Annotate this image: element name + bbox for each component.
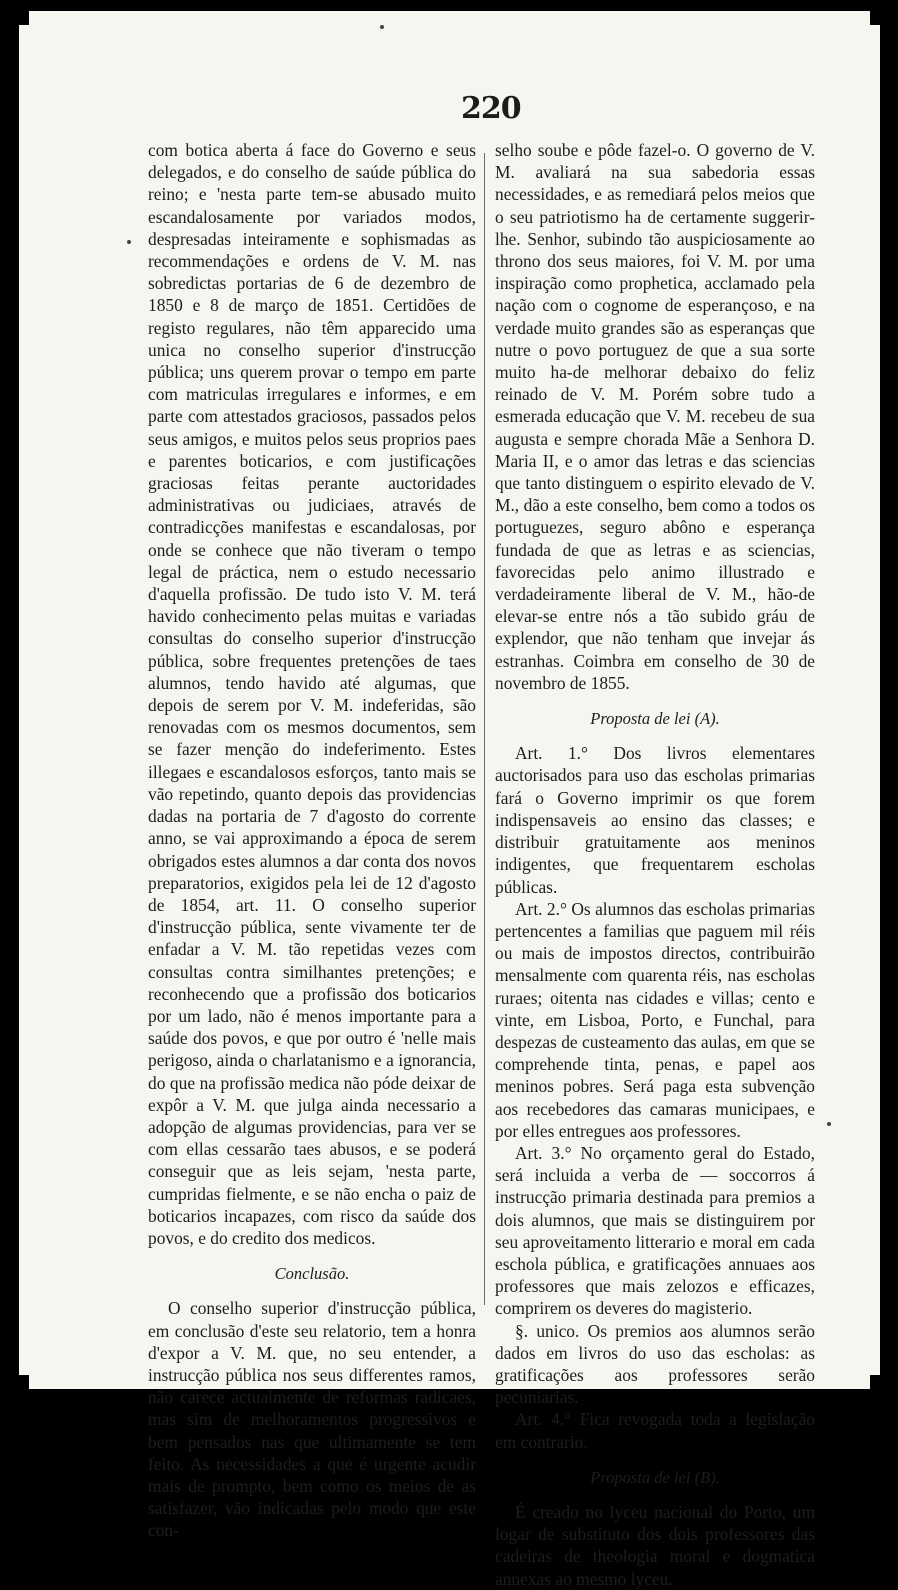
page-corner-top-left (19, 11, 29, 25)
article-3: Art. 3.° No orçamento geral do Estado, será incluida a verba de — soccorros á instrucção primaria destinada para premios a dois alumnos, que mais se distinguirem por seu aproveitamento litterario e moral em cada eschola pública, e gratificações annuaes aos professores que mais zelozos e efficazes, comprirem os deveres do magisterio. (495, 1142, 815, 1319)
scanned-page (19, 11, 880, 1589)
article-2: Art. 2.° Os alumnos das escholas primarias pertencentes a familias que paguem mil réis ou mais de impostos directos, contribuirão mensalmente com quarenta réis, nas escholas ruraes; oitenta nas cidades e villas; cento e vinte, em Lisboa, Porto, e Funchal, para despezas de custeamento das aulas, em que se comprehende tinta, penas, e papel aos meninos pobres. Será paga esta subvenção aos recebedores das camaras municipaes, e por elles entregues aos professores. (495, 898, 815, 1141)
page-corner-bottom-left (19, 1375, 29, 1389)
print-speck (827, 1122, 831, 1126)
print-speck (380, 25, 384, 29)
page-number: 220 (461, 91, 521, 126)
page-corner-bottom-right (870, 1375, 880, 1389)
column-divider (484, 153, 485, 1305)
article-4: Art. 4.° Fica revogada toda a legislação em contrario. (495, 1409, 815, 1452)
right-column (495, 139, 815, 1590)
paragraph-unico: §. unico. Os premios aos alumnos serão dados em livros do uso das escholas: as gratificações aos professores serão pecuniarias. (495, 1320, 815, 1408)
proposta-b-heading: Proposta de lei (B). (590, 1467, 720, 1487)
right-paragraph-1: selho soube e pôde fazel-o. O governo de V. M. avaliará na sua sabedoria essas necessidades, e as remediará pelos meios que o seu patriotismo ha de certamente suggerir-lhe. Senhor, subindo tão auspiciosamente ao throno dos seus maiores, foi V. M. por uma inspiração como prophetica, acclamado pela nação com o cognome de esperançoso, e na verdade muito grandes são as esperanças que nutre o povo portuguez de que a sua sorte muito ha-de melhorar debaixo do feliz reinado de V. M. Porém sobre tudo a esmerada educação que V. M. recebeu de sua augusta e sempre chorada Mãe a Senhora D. Maria II, e o amor das letras e das sciencias que tanto distinguem o espirito elevado de V. M., dão a este conselho, bem como a todos os portuguezes, seguro abôno e esperança fundada de que as letras e as sciencias, favorecidas pelo animo illustrado e verdadeiramente liberal de V. M., hão-de elevar-se entre nós a tão subido gráu de explendor, que não tenham que invejar ás estranhas. Coimbra em conselho de 30 de novembro de 1855. (495, 140, 815, 693)
proposta-a-heading: Proposta de lei (A). (590, 709, 720, 729)
proposta-b-paragraph: É creado no lyceu nacional do Porto, um logar de substituto dos dois professores das cadeiras de theologia moral e dogmatica annexas ao mesmo lyceu. (495, 1501, 815, 1589)
print-speck (127, 240, 131, 244)
page-corner-top-right (870, 11, 880, 25)
left-column (148, 139, 476, 1542)
article-1: Art. 1.° Dos livros elementares auctorisados para uso das escholas primarias fará o Governo imprimir os que forem indispensaveis ao ensino das classes; e distribuir gratuitamente aos meninos indigentes, que frequentarem escholas públicas. (495, 743, 815, 897)
left-paragraph-2: O conselho superior d'instrucção pública, em conclusão d'este seu relatorio, tem a honra d'expor a V. M. que, no seu entender, a instrucção pública nos seus differentes ramos, não carece actualmente de reformas radicaes, mas sim de melhoramentos progressivos e bem pensados nas que ultimamente se tem feito. As necessidades a que é urgente acudir mais de prompto, bem como os meios de as satisfazer, vão indicadas pelo modo que este con- (148, 1298, 476, 1541)
conclusion-heading: Conclusão. (274, 1264, 350, 1284)
left-paragraph-1: com botica aberta á face do Governo e seus delegados, e do conselho de saúde pública do reino; e 'nesta parte tem-se abusado muito escandalosamente por variados modos, despresadas inteiramente e sophismadas as recommendações e ordens de V. M. nas sobredictas portarias de 6 de dezembro de 1850 e 8 de março de 1851. Certidões de registo regulares, não têm apparecido uma unica no conselho superior d'instrucção pública; uns querem provar o tempo em parte com matriculas irregulares e informes, e em parte com attestados graciosos, passados pelos seus amigos, e muitos pelos seus proprios paes e parentes boticarios, e com justificações graciosas feitas perante auctoridades administrativas ou judiciaes, através de contradicções manifestas e escandalosas, por onde se conhece que não tiveram o tempo legal de práctica, nem o estudo necessario d'aquella profissão. De tudo isto V. M. terá havido conhecimento pelas muitas e variadas consultas do conselho superior d'instrucção pública, sobre frequentes pretenções de taes alumnos, tendo havido até algumas, que depois de serem por V. M. indeferidas, são renovadas com os mesmos documentos, sem se fazer menção do indeferimento. Estes illegaes e escandalosos esforços, tanto mais se vão repetindo, quanto depois das providencias dadas na portaria de 7 d'agosto do corrente anno, se vai approximando a época de serem obrigados estes alumnos a dar conta dos novos preparatorios, exigidos pela lei de 12 d'agosto de 1854, art. 11. O conselho superior d'instrucção pública, sente vivamente ter de enfadar a V. M. tão repetidas vezes com consultas contra similhantes pretenções; e reconhecendo que a profissão dos boticarios por um lado, não é menos importante para a saúde dos povos, e que por outro é 'nelle mais perigoso, ainda o charlatanismo e a ignorancia, do que na profissão medica não póde deixar de expôr a V. M. que julga ainda necessario a adopção de algumas providencias, para ver se com ellas cessarão taes abusos, e se poderá conseguir que as leis sejam, 'nesta parte, cumpridas fielmente, e se não encha o paiz de boticarios incapazes, com risco da saúde dos povos, e do credito dos medicos. (148, 140, 476, 1248)
